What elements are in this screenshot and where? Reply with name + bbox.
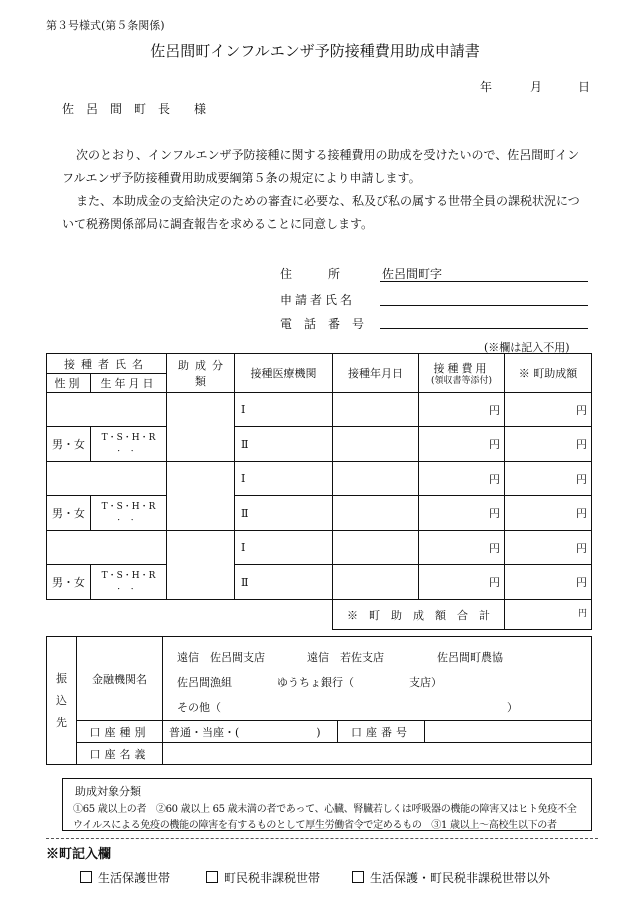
- town-section-title: ※町記入欄: [46, 847, 112, 862]
- cost-cell[interactable]: 円: [419, 531, 505, 565]
- cost-cell[interactable]: 円: [419, 462, 505, 496]
- categories-line-2: ウイルスによる免疫の機能の障害を有するものとして厚生労働省令で定めるもの ③1 歳以上～高校生以下の者: [73, 820, 557, 831]
- checkbox-tax-exempt[interactable]: [206, 869, 320, 886]
- total-label: ※ 町 助 成 額 合 計: [333, 600, 505, 630]
- town-amount-cell: 円: [505, 393, 592, 427]
- account-type-field[interactable]: 普通・当座・( ): [163, 721, 338, 743]
- checkbox-icon[interactable]: [352, 871, 364, 883]
- checkbox-icon[interactable]: [80, 871, 92, 883]
- clinic-cell[interactable]: Ⅱ: [235, 565, 333, 600]
- bank-option-enshin-saroma[interactable]: 遠信 佐呂間支店: [177, 651, 265, 664]
- date-month-label: 月: [530, 80, 543, 94]
- town-amount-cell: 円: [505, 531, 592, 565]
- phone-label: 電 話 番 号: [280, 317, 365, 331]
- application-table: [46, 353, 592, 630]
- era-options: T・S・H・R: [101, 502, 156, 512]
- header-cost-sub: (領収書等添付): [430, 375, 493, 386]
- date-cell[interactable]: [333, 427, 419, 462]
- transfer-label-1: 振: [56, 671, 67, 685]
- date-cell[interactable]: [333, 565, 419, 600]
- checkbox-tax-exempt-label: 町民税非課税世帯: [224, 871, 321, 885]
- header-sex: 性別: [47, 374, 91, 393]
- bank-option-other[interactable]: その他（: [177, 701, 221, 714]
- account-name-label: 口座名義: [77, 743, 163, 765]
- bank-option-saroma-fishery[interactable]: 佐呂間漁組: [177, 676, 232, 689]
- total-spacer: [47, 600, 333, 630]
- sex-cell[interactable]: 男・女: [47, 427, 91, 462]
- categories-box: [62, 778, 592, 831]
- transfer-label-3: 先: [56, 715, 67, 729]
- date-day-label: 日: [578, 80, 591, 94]
- header-date: 接種年月日: [333, 354, 419, 393]
- date-cell[interactable]: [333, 462, 419, 496]
- cost-cell[interactable]: 円: [419, 565, 505, 600]
- category-cell[interactable]: [167, 393, 235, 462]
- bank-option-yucho-branch: 支店）: [409, 676, 442, 689]
- checkbox-other[interactable]: [352, 869, 550, 886]
- header-cost-label: 接種費用: [433, 361, 490, 375]
- institution-options[interactable]: [163, 637, 592, 721]
- header-town-amount: ※ 町助成額: [505, 354, 592, 393]
- paragraph-2-line-1: また、本助成金の支給決定のための審査に必要な、私及び私の属する世帯全員の課税状況につ: [76, 194, 580, 208]
- phone-field[interactable]: [380, 328, 588, 329]
- town-amount-cell: 円: [505, 427, 592, 462]
- total-amount-cell: 円: [505, 600, 592, 630]
- form-title: 佐呂間町インフルエンザ予防接種費用助成申請書: [150, 42, 480, 60]
- cost-cell[interactable]: 円: [419, 427, 505, 462]
- dob-cell[interactable]: [91, 496, 167, 531]
- paragraph-1-line-2: フルエンザ予防接種費用助成要綱第５条の規定により申請します。: [62, 171, 421, 185]
- category-cell[interactable]: [167, 462, 235, 531]
- dob-cell[interactable]: [91, 565, 167, 600]
- dob-dots: ． ．: [117, 513, 140, 523]
- header-cost: [419, 354, 505, 393]
- categories-title: 助成対象分類: [75, 785, 141, 798]
- address-label: 住 所: [280, 267, 341, 281]
- cost-cell[interactable]: 円: [419, 393, 505, 427]
- address-underline: [380, 281, 588, 282]
- bank-option-yucho[interactable]: ゆうちょ銀行（: [277, 676, 354, 689]
- header-category: 助成分類: [167, 354, 235, 393]
- clinic-cell[interactable]: Ⅰ: [235, 531, 333, 565]
- checkbox-icon[interactable]: [206, 871, 218, 883]
- account-number-label: 口座番号: [338, 721, 425, 743]
- dob-dots: ． ．: [117, 582, 140, 592]
- cut-line: [46, 838, 598, 839]
- town-amount-cell: 円: [505, 462, 592, 496]
- date-year-label: 年: [480, 80, 493, 94]
- institution-label: 金融機関名: [77, 637, 163, 721]
- paragraph-2-line-2: いて税務関係部局に調査報告を求めることに同意します。: [62, 217, 374, 231]
- bank-table: [46, 636, 592, 765]
- date-cell[interactable]: [333, 496, 419, 531]
- clinic-cell[interactable]: Ⅰ: [235, 393, 333, 427]
- form-number: 第３号様式(第５条関係): [46, 19, 165, 32]
- sex-cell[interactable]: 男・女: [47, 565, 91, 600]
- clinic-cell[interactable]: Ⅰ: [235, 462, 333, 496]
- date-cell[interactable]: [333, 393, 419, 427]
- bank-option-other-end: ）: [507, 701, 518, 714]
- header-clinic: 接種医療機関: [235, 354, 333, 393]
- table-note: (※欄は記入不用): [484, 341, 570, 354]
- town-amount-cell: 円: [505, 496, 592, 531]
- transfer-label-2: 込: [56, 693, 67, 707]
- era-options: T・S・H・R: [101, 433, 156, 443]
- checkbox-other-label: 生活保護・町民税非課税世帯以外: [370, 871, 551, 885]
- checkbox-welfare[interactable]: [80, 869, 170, 886]
- recipient-name-cell[interactable]: [47, 462, 167, 496]
- category-cell[interactable]: [167, 531, 235, 600]
- date-cell[interactable]: [333, 531, 419, 565]
- dob-cell[interactable]: [91, 427, 167, 462]
- header-dob: 生年月日: [91, 374, 167, 393]
- recipient-name-cell[interactable]: [47, 531, 167, 565]
- applicant-name-label: 申請者氏名: [280, 293, 356, 307]
- header-recipient-name: 接種者氏名: [47, 354, 167, 374]
- clinic-cell[interactable]: Ⅱ: [235, 427, 333, 462]
- clinic-cell[interactable]: Ⅱ: [235, 496, 333, 531]
- addressee: 佐 呂 間 町 長 様: [62, 102, 207, 116]
- cost-cell[interactable]: 円: [419, 496, 505, 531]
- era-options: T・S・H・R: [101, 571, 156, 581]
- bank-option-enshin-wakasa[interactable]: 遠信 若佐支店: [307, 651, 384, 664]
- applicant-name-field[interactable]: [380, 305, 588, 306]
- account-number-field[interactable]: [425, 721, 592, 743]
- categories-line-1: ①65 歳以上の者 ②60 歳以上 65 歳未満の者であって、心臓、腎臓若しくは呼吸器の機能の障害又はヒト免疫不全: [73, 804, 577, 815]
- paragraph-1-line-1: 次のとおり、インフルエンザ予防接種に関する接種費用の助成を受けたいので、佐呂間町イン: [76, 148, 580, 162]
- dob-dots: ． ．: [117, 444, 140, 454]
- town-amount-cell: 円: [505, 565, 592, 600]
- bank-option-saroma-ja[interactable]: 佐呂間町農協: [437, 651, 503, 664]
- sex-cell[interactable]: 男・女: [47, 496, 91, 531]
- checkbox-welfare-label: 生活保護世帯: [98, 871, 171, 885]
- account-type-label: 口座種別: [77, 721, 163, 743]
- address-field[interactable]: 佐呂間町字: [382, 267, 443, 281]
- transfer-destination-label: [47, 637, 77, 765]
- account-name-field[interactable]: [163, 743, 592, 765]
- recipient-name-cell[interactable]: [47, 393, 167, 427]
